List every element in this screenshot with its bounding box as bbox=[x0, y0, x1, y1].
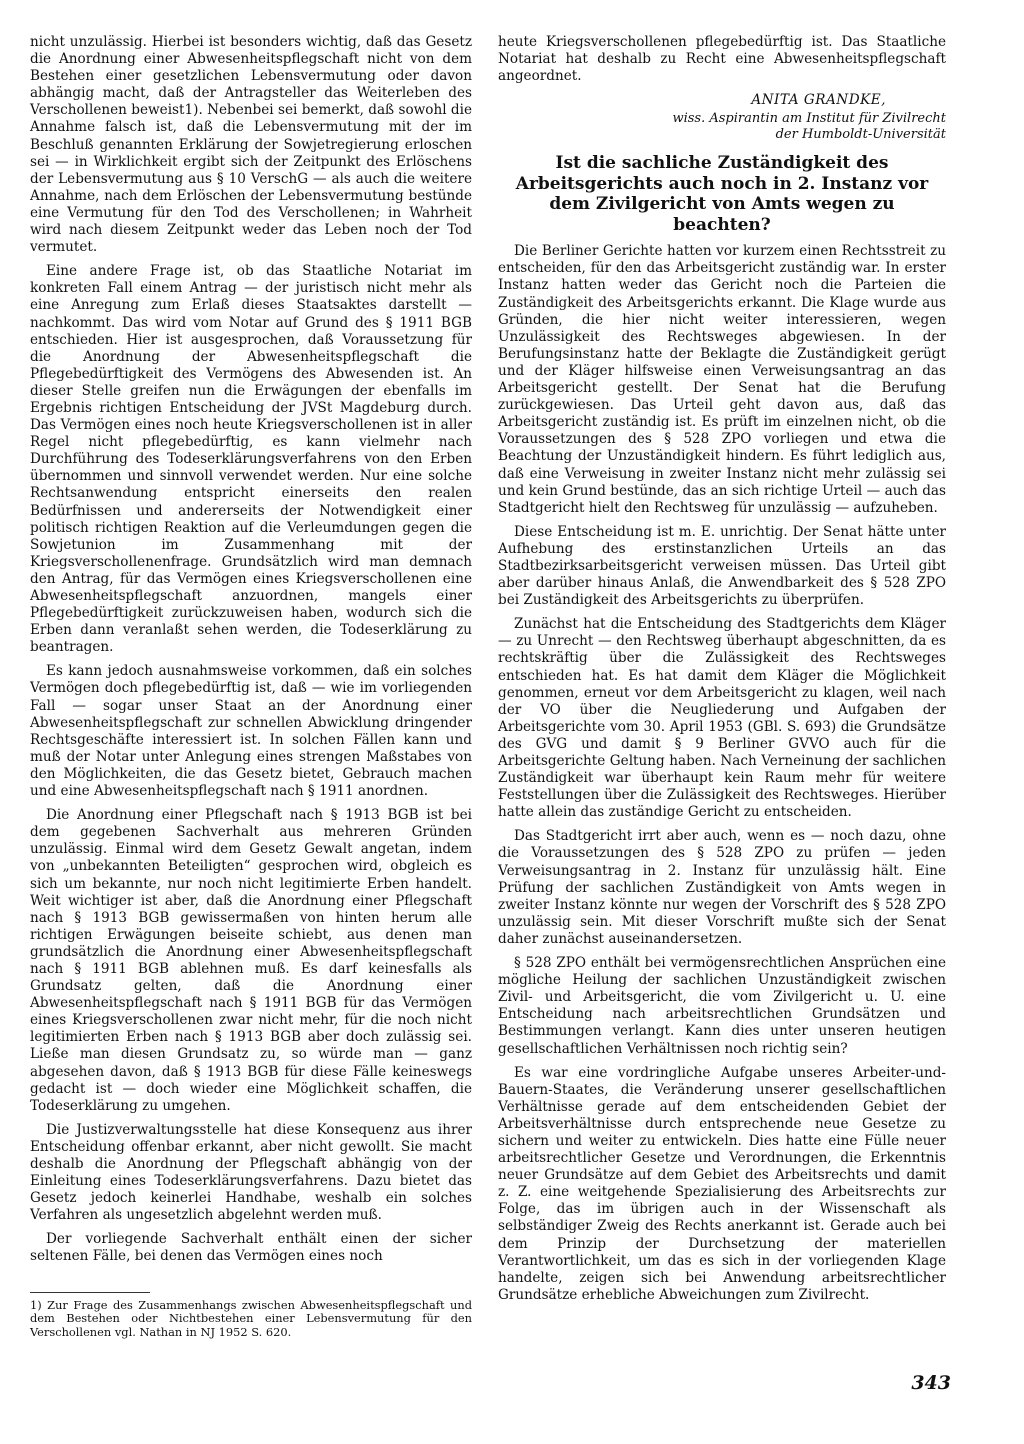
paragraph: Eine andere Frage ist, ob das Staatliche Notariat im konkreten Fall einem Antrag — der juristisch nicht mehr als eine Anregung zum Erlaß dieses Staatsaktes darstellt — nachkommt. Das wird vom Notar auf Grund des § 1911 BGB entschieden. Hier ist ausgesprochen, daß Voraussetzung für die Anordnung der Abwesenheitspflegschaft die Pflegebedürftigkeit des Vermögens des Abwesenden ist. An dieser Stelle greifen nun die Erwägungen der ebenfalls im Ergebnis richtigen Entscheidung der JVSt Magdeburg durch. Das Vermögen eines noch heute Kriegsverschollenen ist in aller Regel nicht pflegebedürftig, es kann vielmehr nach Durchführung des Todeserklärungsverfahrens von den Erben übernommen und sinnvoll verwendet werden. Nur eine solche Rechtsanwendung entspricht einerseits den realen Bedürfnissen und andererseits der Notwendigkeit einer politisch richtigen Reaktion auf die Verleumdungen gegen die Sowjetunion im Zusammenhang mit der Kriegsverschollenenfrage. Grundsätzlich wird man demnach den Antrag, für das Vermögen eines Kriegsverschollenen eine Abwesenheitspflegschaft anzuordnen, mangels einer Pflegebedürftigkeit zurückzuweisen haben, wodurch sich die Erben dann veranlaßt sehen werden, die Todeserklärung zu beantragen. bbox=[30, 263, 472, 656]
paragraph: Es war eine vordringliche Aufgabe unseres Arbeiter-und-Bauern-Staates, die Veränderung unserer gesellschaftlichen Verhältnisse gerade auf dem entscheidenden Gebiet der Arbeitsverhältnisse durch entsprechende neue Gesetze zu sichern und weiter zu entwickeln. Dies hatte eine Fülle neuer arbeitsrechtlicher Gesetze und Verordnungen, die Erkenntnis neuer Grundsätze auf dem Gebiet des Arbeitsrechts und damit z. Z. eine weitgehende Spezialisierung des Arbeitsrechts zur Folge, das im übrigen auch in der Wissenschaft als selbständiger Zweig des Rechts anerkannt ist. Gerade auch bei dem Prinzip der Durchsetzung der materiellen Verantwortlichkeit, um das es sich in der vorliegenden Klage handelte, zeigen sich bei Anwendung arbeitsrechtlicher Grundsätze erhebliche Abweichungen zum Zivilrecht. bbox=[498, 1064, 946, 1303]
paragraph: Das Stadtgericht irrt aber auch, wenn es — noch dazu, ohne die Voraussetzungen des § 528 ZPO zu prüfen — jeden Verweisungsantrag in 2. Instanz für unzulässig hält. Eine Prüfung der sachlichen Zuständigkeit von Amts wegen in zweiter Instanz könnte nur wegen der Vorschrift des § 528 ZPO unzulässig sein. Mit dieser Vorschrift mußte sich der Senat daher zunächst auseinandersetzen. bbox=[498, 828, 946, 947]
paragraph: § 528 ZPO enthält bei vermögensrechtlichen Ansprüchen eine mögliche Heilung der sachlichen Unzuständigkeit zwischen Zivil- und Arbeitsgericht, die vom Zivilgericht u. U. eine Entscheidung nach arbeitsrechtlichen Grundsätzen und Bestimmungen verlangt. Kann dies unter unseren heutigen gesellschaftlichen Verhältnissen noch richtig sein? bbox=[498, 955, 946, 1057]
paragraph: heute Kriegsverschollenen pflegebedürftig ist. Das Staatliche Notariat hat deshalb zu Recht eine Abwesenheitspflegschaft angeordnet. bbox=[498, 34, 946, 85]
paragraph: Die Berliner Gerichte hatten vor kurzem einen Rechtsstreit zu entscheiden, für den das Arbeitsgericht zuständig war. In erster Instanz hatten weder das Gericht noch die Parteien die Zuständigkeit des Arbeitsgerichts erkannt. Die Klage wurde aus Gründen, die hier nicht weiter interessieren, wegen Unzulässigkeit des Rechtsweges abgewiesen. In der Berufungsinstanz hatte der Beklagte die Zuständigkeit gerügt und der Kläger hilfsweise einen Verweisungsantrag an das Arbeitsgericht gestellt. Der Senat hat die Berufung zurückgewiesen. Das Urteil geht davon aus, daß das Arbeitsgericht zuständig ist. Es prüft im einzelnen nicht, ob die Voraussetzungen des § 528 ZPO vorliegen und etwa die Beachtung der Unzuständigkeit hindern. Es führt lediglich aus, daß eine Verweisung in zweiter Instanz nicht mehr zulässig sei und kein Grund bestünde, das an sich richtige Urteil — auch das Stadtgericht hielt den Rechtsweg für unzulässig — aufzuheben. bbox=[498, 243, 946, 516]
section-heading: Ist die sachliche Zuständigkeit des Arbeitsgerichts auch noch in 2. Instanz vor dem Zivilgericht von Amts wegen zu beachten? bbox=[515, 153, 929, 235]
signature-affiliation-line: der Humboldt-Universität bbox=[775, 127, 946, 143]
paragraph: Die Anordnung einer Pflegschaft nach § 1913 BGB ist bei dem gegebenen Sachverhalt aus mehreren Gründen unzulässig. Einmal wird dem Gesetz Gewalt angetan, indem von „unbekannten Beteiligten“ gesprochen wird, obgleich es sich um bekannte, nur noch nicht legitimierte Erben handelt. Weit wichtiger ist aber, daß die Anordnung einer Pflegschaft nach § 1913 BGB gewissermaßen von hinten herum alle richtigen Erwägungen beiseite schiebt, aus denen man grundsätzlich die Anordnung einer Abwesenheitspflegschaft nach § 1911 BGB ablehnen muß. Es darf keinesfalls als Grundsatz gelten, daß die Anordnung einer Abwesenheitspflegschaft nach § 1911 BGB für das Vermögen eines Kriegsverschollenen zwar nicht mehr, für die noch nicht legitimierten Erben nach § 1913 BGB aber doch zulässig sei. Ließe man diesen Grundsatz zu, so würde man — ganz abgesehen davon, daß § 1913 BGB für diese Fälle keineswegs gedacht ist — doch wieder eine Möglichkeit schaffen, die Todeserklärung zu umgehen. bbox=[30, 807, 472, 1114]
signature-affiliation bbox=[498, 111, 946, 143]
paragraph: Zunächst hat die Entscheidung des Stadtgerichts dem Kläger — zu Unrecht — den Rechtsweg überhaupt abgeschnitten, da es rechtskräftig über die Zulässigkeit des Rechtsweges entschieden hat. Es hat damit dem Kläger die Möglichkeit genommen, erneut vor dem Arbeitsgericht zu klagen, weil nach der VO über die Neugliederung und Aufgaben der Arbeitsgerichte vom 30. April 1953 (GBl. S. 693) die Grundsätze des GVG und damit § 9 Berliner GVVO auch für die Arbeitsgerichte Geltung haben. Nach Verneinung der sachlichen Zuständigkeit war überhaupt kein Raum mehr für weitere Feststellungen über die Zulässigkeit des Rechtsweges. Hierüber hatte allein das zuständige Gericht zu entscheiden. bbox=[498, 616, 946, 821]
paragraph: nicht unzulässig. Hierbei ist besonders wichtig, daß das Gesetz die Anordnung einer Abwesenheitspflegschaft nicht von dem Bestehen einer gesetzlichen Lebensvermutung oder davon abhängig macht, daß der Antragsteller das Weiterleben des Verschollenen beweist1). Nebenbei sei bemerkt, daß sowohl die Annahme falsch ist, daß die Lebensvermutung mit der im Beschluß genannten Erklärung der Sowjetregierung erloschen sei — in Wirklichkeit ergibt sich der Zeitpunkt des Erlöschens der Lebensvermutung aus § 10 VerschG — als auch die weitere Annahme, nach dem Erlöschen der Lebensvermutung bestünde eine Vermutung für den Tod des Verschollenen; in Wahrheit wird nach diesem Zeitpunkt weder das Leben noch der Tod vermutet. bbox=[30, 34, 472, 256]
signature-name: ANITA GRANDKE, bbox=[751, 92, 886, 109]
paragraph: Es kann jedoch ausnahmsweise vorkommen, daß ein solches Vermögen doch pflegebedürftig ist, daß — wie im vorliegenden Fall — sogar unser Staat an der Anordnung einer Abwesenheitspflegschaft zur schnellen Abwicklung dringender Rechtsgeschäfte interessiert ist. In solchen Fällen kann und muß der Notar unter Anlegung eines strengen Maßstabes von den Möglichkeiten, die das Gesetz bietet, Gebrauch machen und eine Abwesenheitspflegschaft nach § 1911 anordnen. bbox=[30, 663, 472, 800]
signature-affiliation-line: wiss. Aspirantin am Institut für Zivilrecht bbox=[672, 111, 946, 127]
paragraph: Die Justizverwaltungsstelle hat diese Konsequenz aus ihrer Entscheidung offenbar erkannt, aber nicht gewollt. Sie macht deshalb die Anordnung der Pflegschaft abhängig von der Einleitung eines Todeserklärungsverfahrens. Dazu bietet das Gesetz jedoch keinerlei Handhabe, weshalb ein solches Verfahren als ungesetzlich abgelehnt werden muß. bbox=[30, 1121, 472, 1224]
footnote-divider bbox=[30, 1292, 150, 1293]
left-column bbox=[30, 34, 472, 1339]
right-column bbox=[498, 34, 946, 1311]
footnote: 1) Zur Frage des Zusammenhangs zwischen Abwesenheitspflegschaft und dem Bestehen oder Nichtbestehen einer Lebensvermutung für den Verschollenen vgl. Nathan in NJ 1952 S. 620. bbox=[30, 1297, 472, 1339]
paragraph: Diese Entscheidung ist m. E. unrichtig. Der Senat hätte unter Aufhebung des erstinstanzlichen Urteils an das Stadtbezirksarbeitsgericht verweisen müssen. Das Urteil gibt aber darüber hinaus Anlaß, die Anwendbarkeit des § 528 ZPO bei Zuständigkeit des Arbeitsgerichts zu überprüfen. bbox=[498, 523, 946, 609]
page-number: 343 bbox=[911, 1372, 951, 1394]
paragraph: Der vorliegende Sachverhalt enthält einen der sicher seltenen Fälle, bei denen das Vermögen eines noch bbox=[30, 1231, 472, 1265]
